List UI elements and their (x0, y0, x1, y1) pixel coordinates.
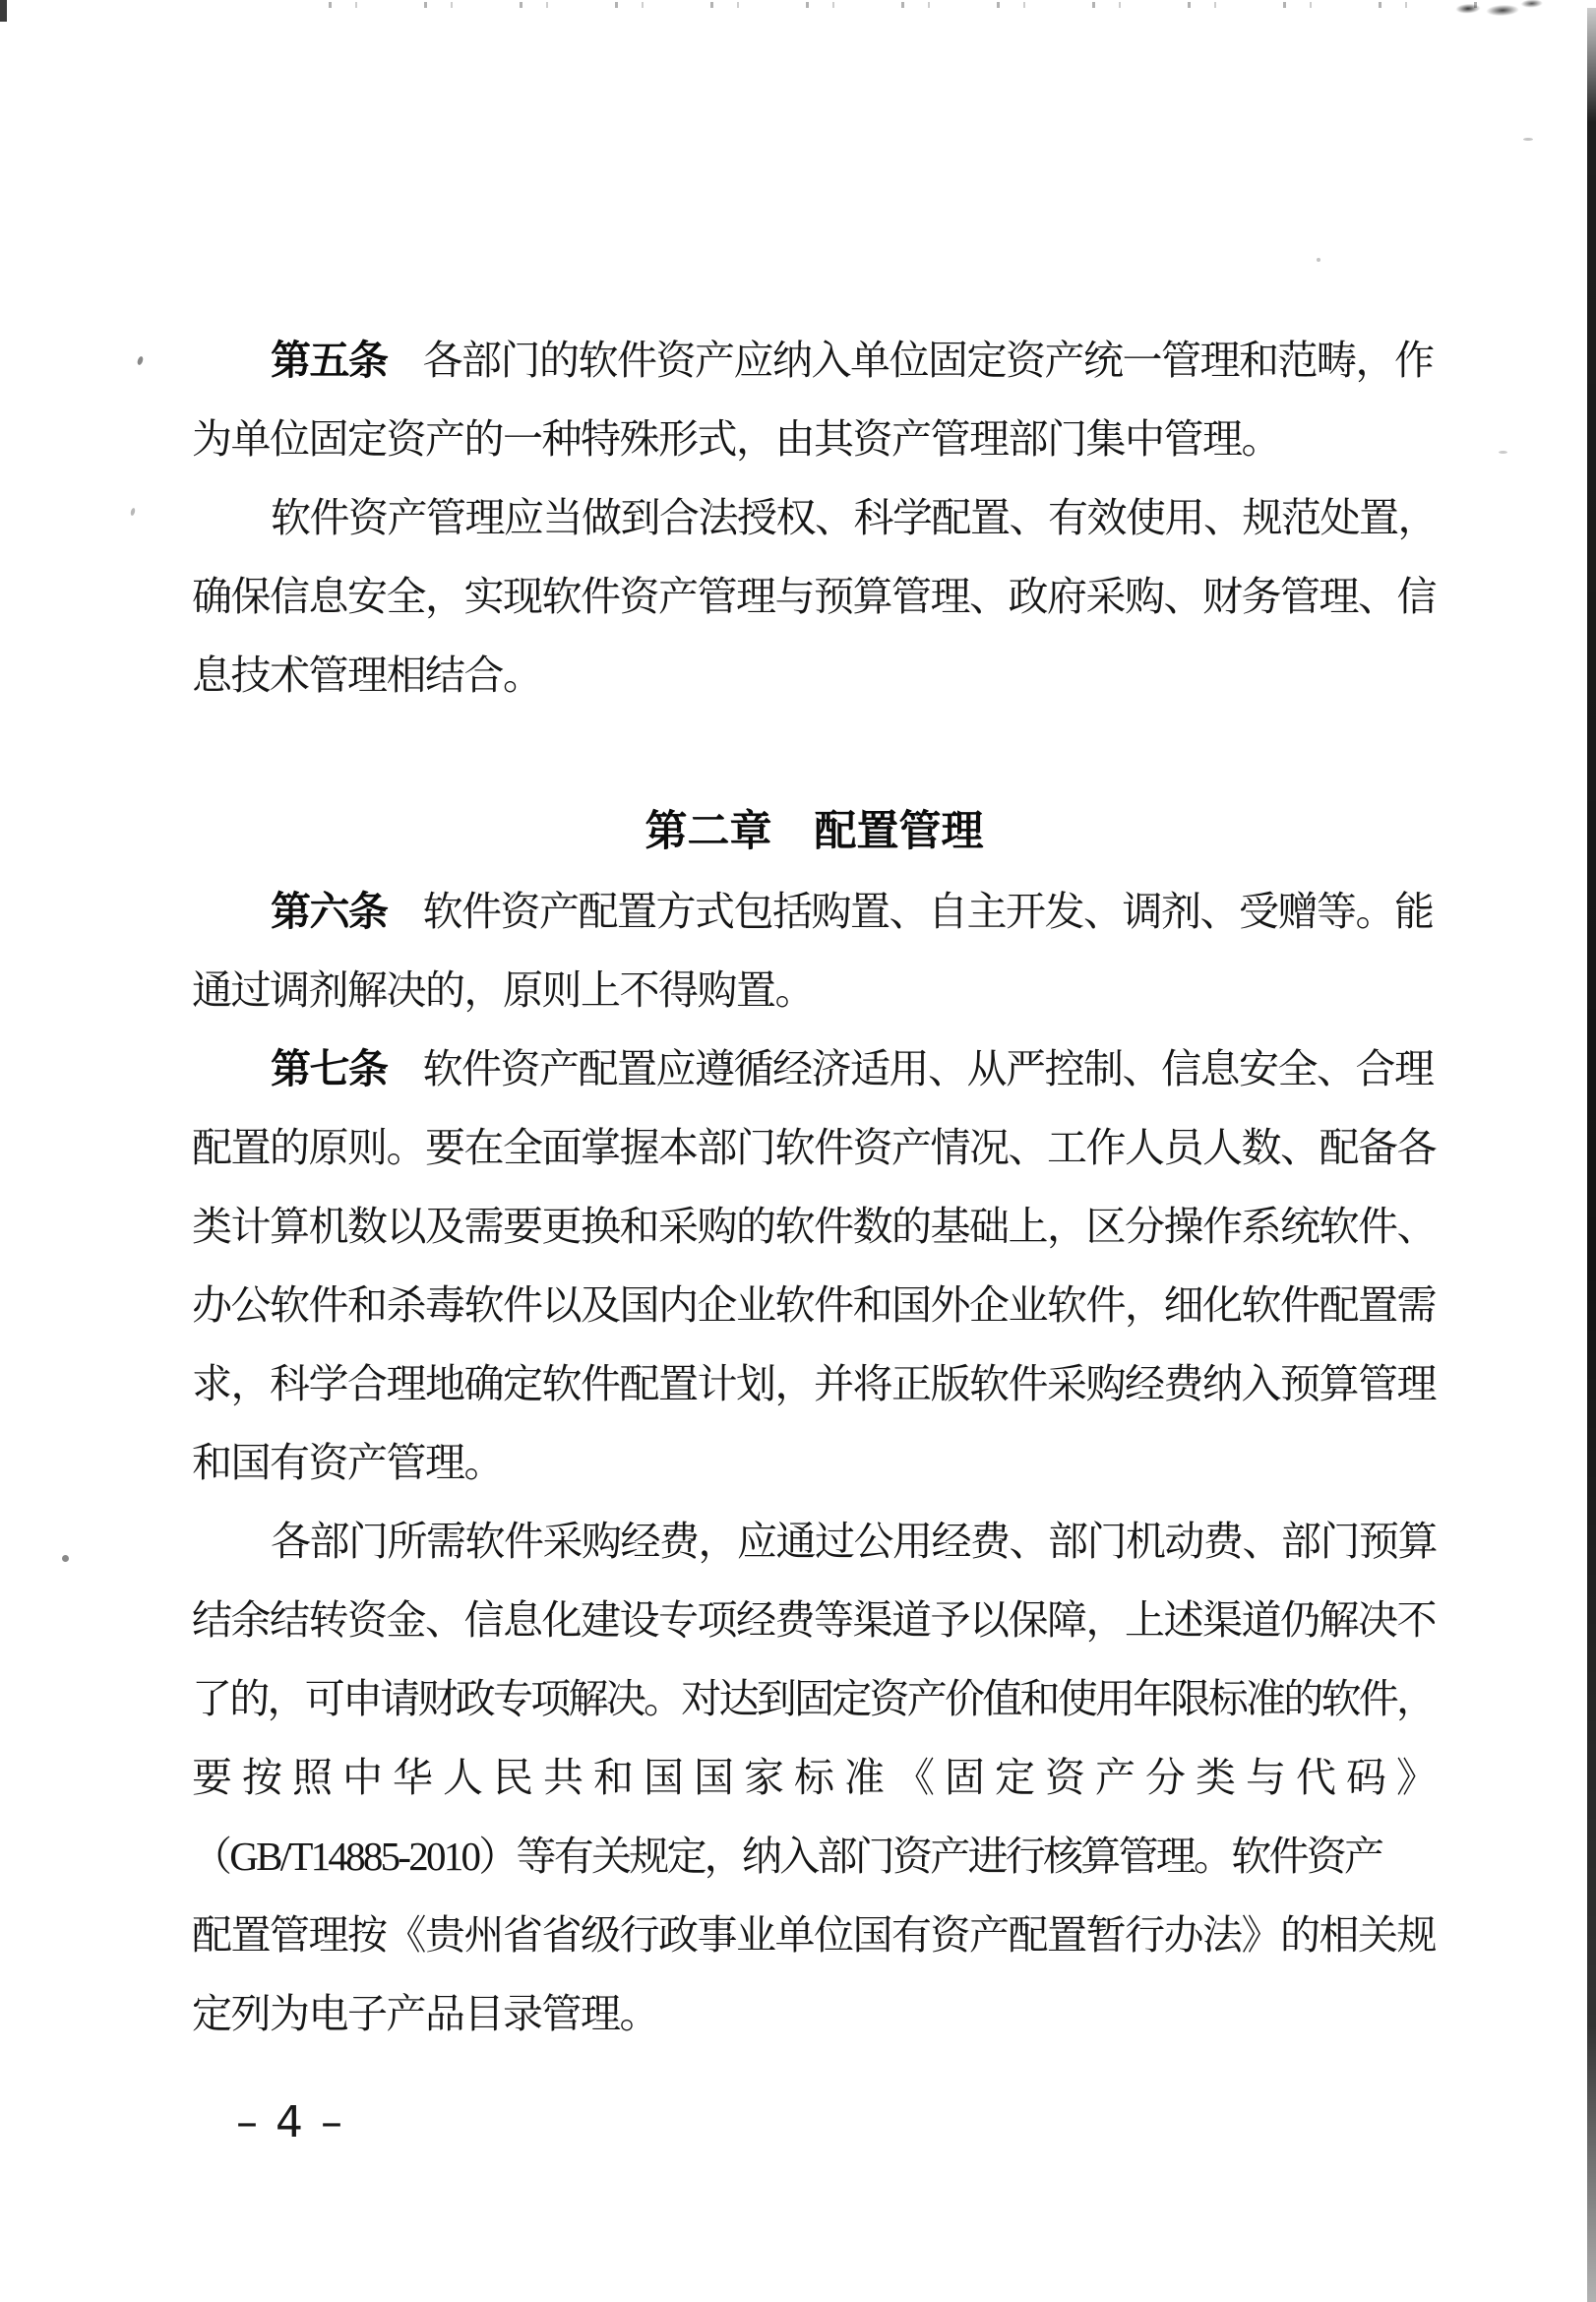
scan-noise-speck (1523, 138, 1533, 141)
paragraph-line (192, 400, 1437, 478)
paragraph-line (192, 1266, 1437, 1344)
article-number-label: 第六条 (271, 889, 388, 934)
line-text: 了的，可申请财政专项解决。对达到固定资产价值和使用年限标准的软件， (192, 1676, 1435, 1721)
chapter-heading (192, 793, 1437, 872)
document-body (192, 321, 1446, 2053)
scan-noise-top-edge-speckles (295, 2, 1496, 8)
line-text: 和国有资产管理。 (192, 1440, 503, 1485)
line-text: 确保信息安全，实现软件资产管理与预算管理、政府采购、财务管理、信 (192, 574, 1436, 619)
line-text: 定列为电子产品目录管理。 (192, 1991, 658, 2036)
scan-noise-top-left-mark (0, 0, 7, 22)
scan-noise-speck (1499, 451, 1507, 454)
paragraph-line (192, 478, 1437, 557)
page-number: – 4 – (236, 2097, 344, 2147)
paragraph-line (192, 1029, 1437, 1108)
line-text: 求，科学合理地确定软件配置计划，并将正版软件采购经费纳入预算管理 (192, 1361, 1436, 1406)
line-text: 配置管理按《贵州省省级行政事业单位国有资产配置暂行办法》的相关规 (192, 1912, 1436, 1958)
article-number-label: 第七条 (271, 1046, 388, 1091)
line-text: 为单位固定资产的一种特殊形式，由其资产管理部门集中管理。 (192, 416, 1280, 462)
paragraph-line (192, 872, 1437, 951)
blank-line (192, 715, 1437, 793)
paragraph-line (192, 1817, 1437, 1896)
paragraph-line (192, 951, 1437, 1029)
scan-noise-speck (1317, 258, 1320, 262)
scan-noise-top-right-smudge (1448, 0, 1548, 21)
paragraph-line (192, 1896, 1437, 1974)
paragraph-line (192, 321, 1437, 400)
line-text: 结余结转资金、信息化建设专项经费等渠道予以保障，上述渠道仍解决不 (192, 1597, 1436, 1643)
line-text: 类计算机数以及需要更换和采购的软件数的基础上，区分操作系统软件、 (192, 1204, 1436, 1249)
line-text: 各部门的软件资产应纳入单位固定资产统一管理和范畴，作 (422, 338, 1434, 383)
line-text: 各部门所需软件采购经费，应通过公用经费、部门机动费、部门预算 (271, 1519, 1437, 1564)
line-text: 软件资产管理应当做到合法授权、科学配置、有效使用、规范处置， (271, 495, 1437, 540)
paragraph-line (192, 1659, 1437, 1738)
paragraph-line (192, 1581, 1437, 1659)
paragraph-line (192, 1187, 1437, 1266)
line-text: 办公软件和杀毒软件以及国内企业软件和国外企业软件，细化软件配置需 (192, 1282, 1436, 1328)
scan-noise-speck (62, 1555, 69, 1562)
line-text: （GB/T14885-2010）等有关规定，纳入部门资产进行核算管理。软件资产 (192, 1834, 1382, 1879)
paragraph-line (192, 1738, 1446, 1817)
line-text: 软件资产配置应遵循经济适用、从严控制、信息安全、合理 (422, 1046, 1434, 1091)
paragraph-line (192, 1423, 1437, 1502)
scan-noise-speck (137, 355, 145, 365)
chapter-heading-text: 第二章 配置管理 (645, 809, 984, 855)
paragraph-line (192, 1974, 1437, 2053)
line-text: 息技术管理相结合。 (192, 653, 542, 698)
paragraph-line (192, 636, 1437, 715)
paragraph-line (192, 557, 1437, 636)
scan-noise-right-edge-bar (1587, 8, 1596, 2302)
line-text: 配置的原则。要在全面掌握本部门软件资产情况、工作人员人数、配备各 (192, 1125, 1436, 1170)
paragraph-line (192, 1344, 1437, 1423)
paragraph-line (192, 1502, 1437, 1581)
scan-noise-speck (130, 508, 136, 517)
paragraph-line (192, 1108, 1437, 1187)
line-text: 通过调剂解决的，原则上不得购置。 (192, 967, 814, 1013)
line-text: 软件资产配置方式包括购置、自主开发、调剂、受赠等。能 (422, 889, 1434, 934)
line-text: 要按照中华人民共和国国家标准《固定资产分类与代码》 (192, 1755, 1446, 1800)
article-number-label: 第五条 (271, 338, 388, 383)
